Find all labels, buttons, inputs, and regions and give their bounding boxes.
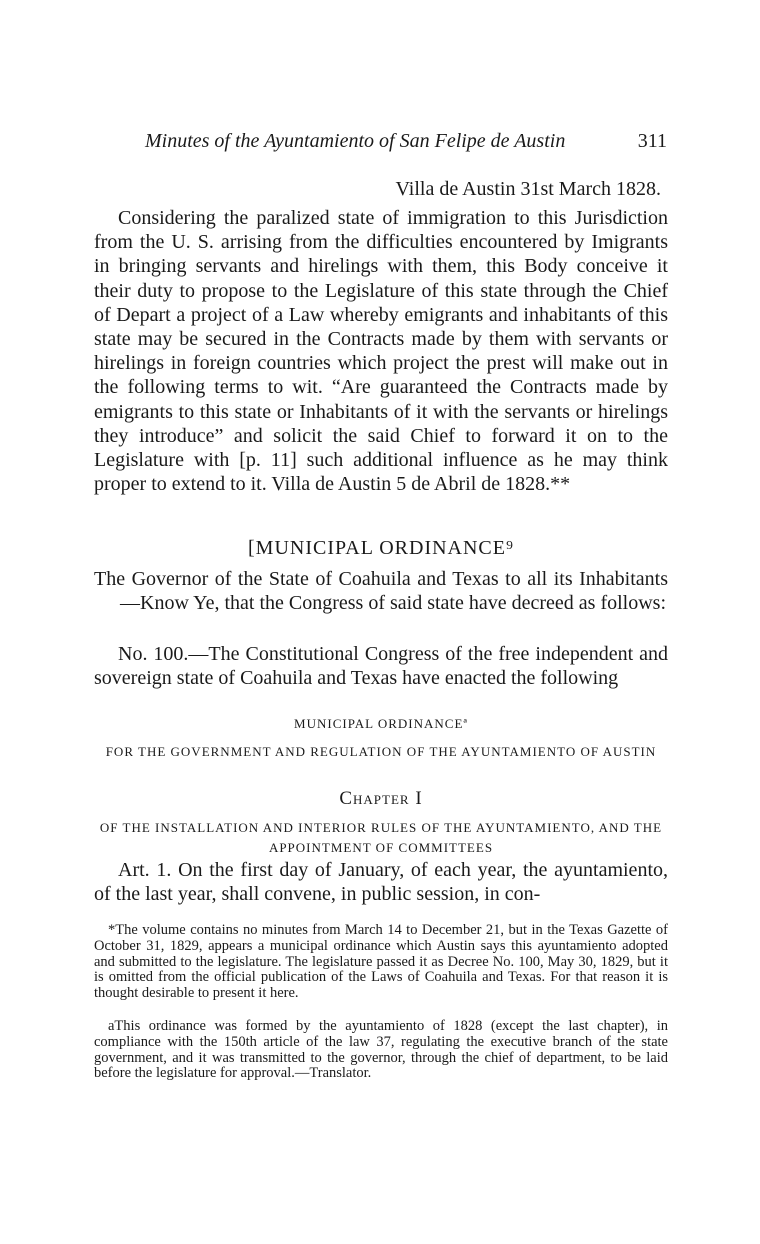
page-number: 311 [637,130,667,152]
subheading-ordinance: MUNICIPAL ORDINANCEª [294,716,468,731]
heading-municipal-ordinance: [MUNICIPAL ORDINANCE⁹ [248,537,514,559]
header-title: Minutes of the Ayuntamiento of San Felipe de Austin [145,130,566,152]
running-header [145,130,667,153]
dateline: Villa de Austin 31st March 1828. [395,178,661,200]
paragraph-decree: No. 100.—The Constitutional Congress of the free independent and sovereign state of Coahuila and Texas have enacted the following [94,643,668,690]
paragraph-resolution: Considering the paralized state of immigration to this Jurisdiction from the U. S. arrising from the difficulties encountered by Imigrants in bringing servants and hirelings with them, this Body conceive it their duty to propose to the Legislature of this state through the Chief of Depart a project of a Law whereby emigrants and inhabitants of this state may be secured in the Contracts made by them with servants or hirelings in foreign countries which project the prest will make out in the following terms to wit. “Are guaranteed the Contracts made by emigrants to this state or Inhabitants of it with the servants or hirelings they introduce” and solicit the said Chief to forward it on to the Legislature with [p. 11] such additional influence as he may think proper to extend to it. Villa de Austin 5 de Abril de 1828.** [94,207,668,496]
footnote-1: *The volume contains no minutes from March 14 to December 21, but in the Texas Gazette of October 31, 1829, appears a municipal ordinance which Austin says this ayuntamiento adopted and submitted to the legislature. The legislature passed it as Decree No. 100, May 30, 1829, but it is omitted from the official publication of the Laws of Coahuila and Texas. For that reason it is thought desirable to present it here. [94,922,668,1002]
footnote-2: aThis ordinance was formed by the ayuntamiento of 1828 (except the last chapter), in compliance with the 150th article of the law 37, regulating the executive branch of the state government, and it was transmitted to the governor, through the chief of department, to be laid before the legislature for approval.—Translator. [94,1018,668,1082]
chapter-heading: Chapter I [339,788,423,809]
subheading-installation: OF THE INSTALLATION AND INTERIOR RULES OF THE AYUNTAMIENTO, AND THE APPOINTMENT OF COMMITTEES [99,820,663,855]
governor-paragraph: The Governor of the State of Coahuila and Texas to all its Inhabitants—Know Ye, that the Congress of said state have decreed as follows: [94,568,668,615]
subheading-government: FOR THE GOVERNMENT AND REGULATION OF THE AYUNTAMIENTO OF AUSTIN [105,744,657,759]
article-1: Art. 1. On the first day of January, of each year, the ayuntamiento, of the last year, shall convene, in public session, in con- [94,859,668,906]
